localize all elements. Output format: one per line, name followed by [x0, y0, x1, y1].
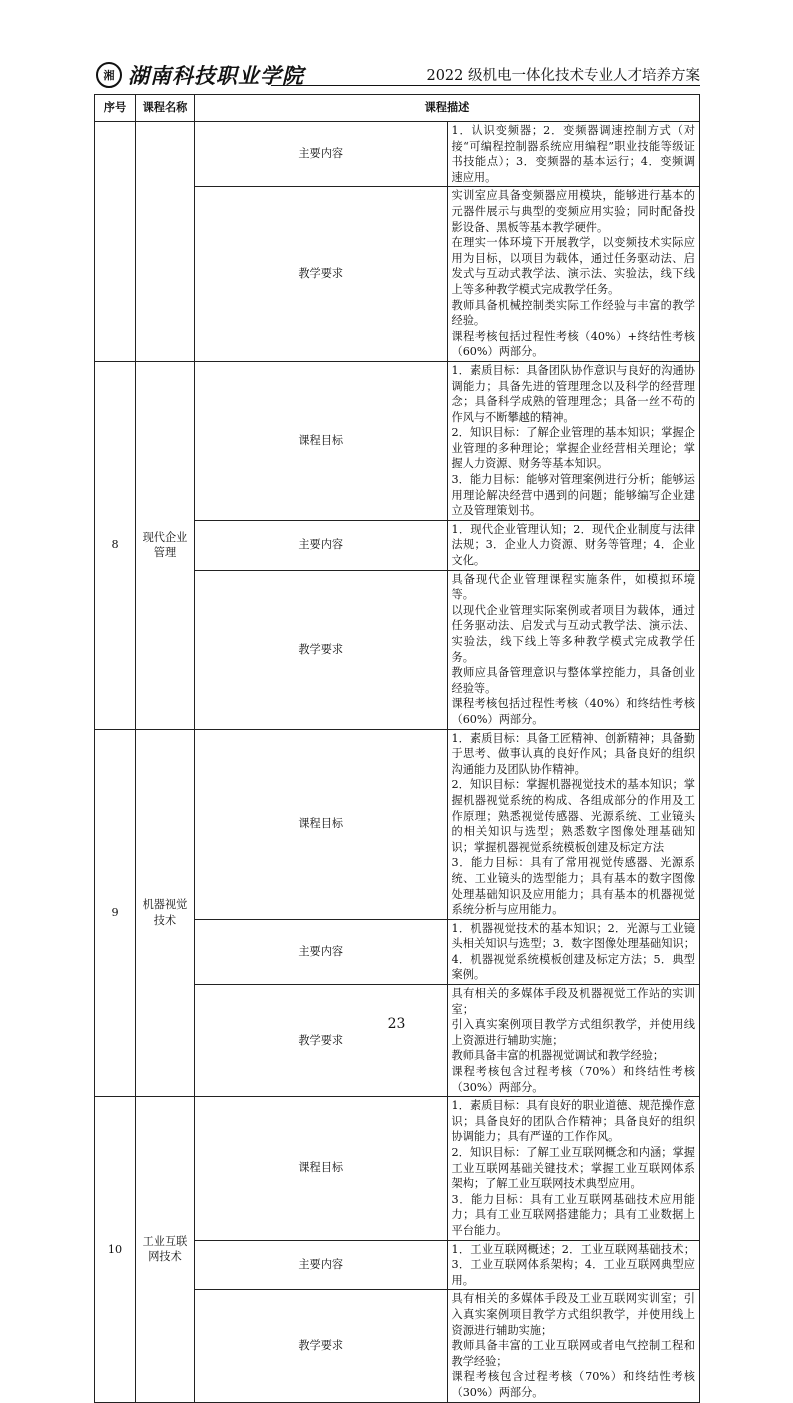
desc-line: 课程考核包括过程性考核（40%）+终结性考核（60%）两部分。: [451, 329, 695, 359]
desc-line: 1．现代企业管理认知；2．现代企业制度与法律法规；3．企业人力资源、财务等管理；4．企业文化。: [451, 522, 695, 568]
course-name: 工业互联网技术: [136, 1097, 195, 1402]
row-description: [447, 187, 700, 362]
desc-line: 引入真实案例项目教学方式组织教学，并使用线上资源进行辅助实施；: [451, 1018, 695, 1047]
row-description: [447, 985, 700, 1097]
desc-line: 2．知识目标：了解企业管理的基本知识；掌握企业管理的多种理论；掌握企业经营相关理论；掌握人力资源、财务等基本知识。: [451, 426, 695, 471]
desc-line: 课程考核包含过程考核（70%）和终结性考核（30%）两部分。: [451, 1370, 695, 1399]
desc-line: 1．认识变频器；2．变频器调速控制方式（对接“可编程控制器系统应用编程”职业技能等级证书技能点）；3．变频器的基本运行；4．变频调速应用。: [451, 124, 695, 184]
row-label: 教学要求: [195, 187, 448, 362]
course-no: 8: [95, 361, 136, 729]
header-course-desc: 课程描述: [195, 95, 700, 122]
desc-line: 1．素质目标：具备团队协作意识与良好的沟通协调能力；具备先进的管理理念以及科学的经营理念；具备科学成熟的管理理念；具备一丝不苟的作风与不断攀越的精神。: [451, 363, 695, 424]
row-description: [447, 919, 700, 984]
row-description: [447, 361, 700, 520]
row-description: [447, 1240, 700, 1290]
course-no: 9: [95, 729, 136, 1097]
course-description-table: [94, 94, 700, 1403]
desc-line: 课程考核包含过程考核（70%）和终结性考核（30%）两部分。: [451, 1065, 695, 1094]
row-label: 课程目标: [195, 729, 448, 919]
desc-line: 教师应具备管理意识与整体掌控能力，具备创业经验等。: [451, 666, 695, 695]
row-description: [447, 570, 700, 729]
row-description: [447, 520, 700, 570]
header-course-name: 课程名称: [136, 95, 195, 122]
row-label: 课程目标: [195, 361, 448, 520]
desc-line: 具备现代企业管理课程实施条件，如模拟环境等。: [451, 572, 695, 602]
course-name: 机器视觉技术: [136, 729, 195, 1097]
desc-line: 具有相关的多媒体手段及工业互联网实训室；引入真实案例项目教学方式组织教学，并使用线上资源进行辅助实施；: [451, 1292, 695, 1337]
desc-line: 教师具备丰富的机器视觉调试和教学经验；: [451, 1049, 665, 1063]
school-seal-icon: 湘: [96, 62, 122, 88]
row-label: 主要内容: [195, 1240, 448, 1290]
school-name: 湖南科技职业学院: [128, 63, 304, 88]
course-no: [95, 122, 136, 362]
course-name: [136, 122, 195, 362]
table-row: [95, 122, 700, 187]
page-header: [96, 58, 700, 88]
desc-line: 3．能力目标：能够对管理案例进行分析；能够运用理论解决经营中遇到的问题；能够编写企业建立及管理策划书。: [451, 473, 695, 518]
row-description: [447, 1290, 700, 1402]
table-row: [95, 361, 700, 520]
row-label: 主要内容: [195, 122, 448, 187]
row-label: 教学要求: [195, 985, 448, 1097]
desc-line: 课程考核包括过程性考核（40%）和终结性考核（60%）两部分。: [451, 697, 695, 726]
table-row: [95, 729, 700, 919]
desc-line: 教师具备机械控制类实际工作经验与丰富的教学经验。: [451, 298, 695, 328]
row-description: [447, 729, 700, 919]
desc-line: 2．知识目标：了解工业互联网概念和内涵；掌握工业互联网基础关键技术；掌握工业互联网体系架构；了解工业互联网技术典型应用。: [451, 1146, 695, 1191]
desc-line: 教师具备丰富的工业互联网或者电气控制工程和教学经验；: [451, 1339, 695, 1368]
table-row: [95, 1097, 700, 1240]
desc-line: 1．素质目标：具有良好的职业道德、规范操作意识；具备良好的团队合作精神；具备良好的组织协调能力；具有严谨的工作作风。: [451, 1099, 695, 1144]
row-label: 主要内容: [195, 919, 448, 984]
table-body: [95, 122, 700, 1403]
desc-line: 3．能力目标：具有了常用视觉传感器、光源系统、工业镜头的选型能力；具有基本的数字图像处理基础知识及应用能力；具有基本的机器视觉系统分析与应用能力。: [451, 856, 695, 917]
desc-line: 实训室应具备变频器应用模块，能够进行基本的元器件展示与典型的变频应用实验；同时配备投影设备、黑板等基本教学硬件。: [451, 189, 695, 234]
desc-line: 2．知识目标：掌握机器视觉技术的基本知识；掌握机器视觉系统的构成、各组成部分的作用及工作原理；熟悉视觉传感器、光源系统、工业镜头的相关知识与选型；熟悉数字图像处理基础知识；掌握机器视觉系统模板创建及标定方法: [451, 778, 695, 854]
desc-line: 3．能力目标：具有工业互联网基础技术应用能力；具有工业互联网搭建能力；具有工业数据上平台能力。: [451, 1192, 695, 1237]
row-label: 教学要求: [195, 1290, 448, 1402]
header-divider: [271, 85, 700, 86]
row-description: [447, 1097, 700, 1240]
desc-line: 具有相关的多媒体手段及机器视觉工作站的实训室；: [451, 987, 695, 1016]
row-description: [447, 122, 700, 187]
page-number: 23: [387, 1016, 406, 1032]
table-header-row: [95, 95, 700, 122]
desc-line: 以现代企业管理实际案例或者项目为载体，通过任务驱动法、启发式与互动式教学法、演示法、实验法，线下线上等多种教学模式完成教学任务。: [451, 603, 695, 664]
header-no: 序号: [95, 95, 136, 122]
row-label: 主要内容: [195, 520, 448, 570]
desc-line: 1．工业互联网概述；2．工业互联网基础技术；3．工业互联网体系架构；4．工业互联网典型应用。: [451, 1242, 695, 1287]
row-label: 课程目标: [195, 1097, 448, 1240]
desc-line: 1．素质目标：具备工匠精神、创新精神；具备勤于思考、做事认真的良好作风；具备良好的组织沟通能力及团队协作精神。: [451, 731, 695, 776]
row-label: 教学要求: [195, 570, 448, 729]
desc-line: 在理实一体环境下开展教学，以变频技术实际应用为目标，以项目为载体，通过任务驱动法、启发式与互动式教学法、演示法、实验法，线下线上等多种教学模式完成教学任务。: [451, 236, 695, 296]
desc-line: 1．机器视觉技术的基本知识；2．光源与工业镜头相关知识与选型；3．数字图像处理基础知识；4．机器视觉系统模板创建及标定方法；5．典型案例。: [451, 921, 695, 982]
document-title: 2022 级机电一体化技术专业人才培养方案: [426, 68, 700, 84]
course-name: 现代企业管理: [136, 361, 195, 729]
course-no: 10: [95, 1097, 136, 1402]
